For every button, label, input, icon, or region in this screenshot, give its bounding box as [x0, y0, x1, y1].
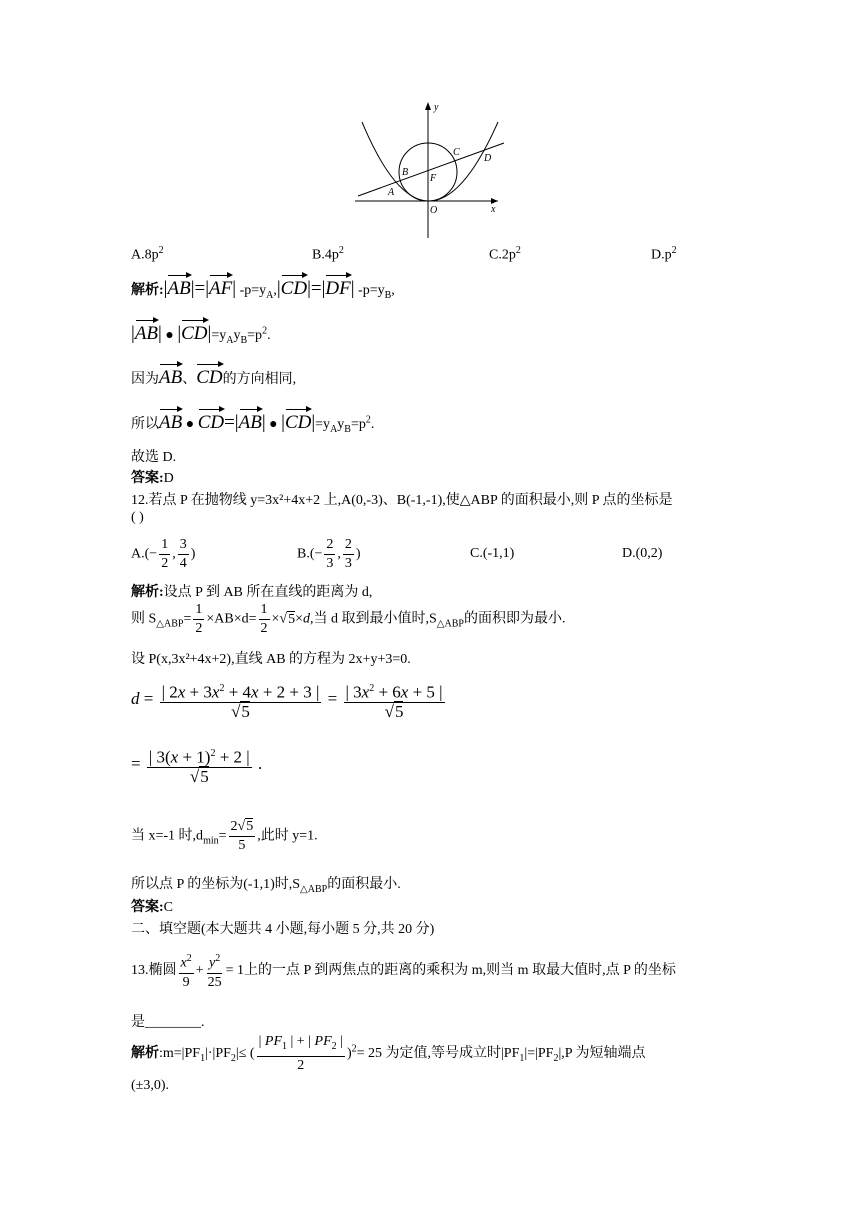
q12-stem-line2: ( ) — [131, 510, 144, 525]
y-axis-arrow — [425, 102, 431, 110]
q12-option-d: D.(0,2) — [622, 546, 663, 561]
q12-minimum-line: 当 x=-1 时$,d_{min}=$ $\frac{2√5}{5}$ ,此时 y=1. — [131, 819, 318, 853]
label-f: F — [430, 173, 437, 184]
q12-stem-line1: 12.若点 P 在抛物线 y=3x²+4x+2 上,A(0,-3)、B(-1,-1),使△ABP 的面积最小,则 P 点的坐标是 — [131, 493, 673, 508]
label-c: C — [453, 147, 460, 158]
label-y: y — [434, 102, 439, 113]
q11-option-a: $A.8p^2$ — [131, 245, 164, 263]
q11-analysis-line3: 因为AB、CD的方向相同, — [131, 361, 296, 389]
q11-option-d: $D.p^2$ — [651, 245, 677, 263]
label-x: x — [491, 204, 496, 215]
q11-conclusion: 故选 D. — [131, 450, 177, 465]
label-b: B — [402, 167, 409, 178]
q13-analysis-line1: 解析$:m=|PF_1|\cdot|PF_2|\le$ ( $\frac{| PF_1 | + | PF_2 |}{2}$ )$^2$= 25 为定值,等号成立时$|PF_1|=|PF_2|,P$ 为短轴端点 — [131, 1034, 646, 1073]
label-a: A — [388, 187, 395, 198]
parabola-curve — [362, 122, 498, 201]
q11-option-c: $C.2p^2$ — [489, 245, 521, 263]
q11-analysis-line1: 解析:|AB|=|AF| $-p=y_A,|CD|=|DF|$ $-p=y_B$, — [131, 272, 395, 301]
q12-analysis-line1: 解析:设点 P 到 AB 所在直线的距离为 d, — [131, 585, 373, 600]
q12-option-a: A.(− $\frac{1}{2}$ , $\frac{3}{4}$ ) — [131, 537, 196, 571]
q12-option-c: C.(-1,1) — [470, 546, 515, 561]
analysis-label: 解析: — [131, 283, 164, 298]
parabola-circle-figure — [350, 98, 510, 243]
q12-analysis-line3: 设 P(x,3x²+4x+2),直线 AB 的方程为 2x+y+3=0. — [131, 652, 411, 667]
section-2-heading: 二、填空题(本大题共 4 小题,每小题 5 分,共 20 分) — [131, 922, 435, 937]
q11-analysis-line4: 所以AB ● CD=|AB| ● $|CD|=y_Ay_B=p^2$. — [131, 406, 374, 435]
q13-stem-line1: 13.椭圆 $\frac{x^2}{9}$ + $\frac{y^2}{25}$ = 1上的一点 P 到两焦点的距离的乘积为 m,则当 m 取最大值时,点 P 的坐标 — [131, 950, 676, 992]
q13-stem-line2: 是________. — [131, 1015, 205, 1030]
label-d: D — [484, 153, 492, 164]
q12-option-b: B.(− $\frac{2}{3}$ , $\frac{2}{3}$ ) — [297, 537, 361, 571]
q12-conclusion: 所以点 P 的坐标为(-1,1)时$,S_{\triangle ABP}$的面积最小. — [131, 877, 401, 895]
label-o: O — [430, 205, 438, 216]
q12-distance-formula: d = $\frac{| 2x + 3x^2 + 4x + 2 + 3 |}{√5}$ = $\frac{| 3x^2 + 6x + 5 |}{√5}$ — [131, 680, 447, 721]
q12-answer: 答案:C — [131, 900, 174, 915]
q11-option-b: $B.4p^2$ — [312, 245, 344, 263]
q12-distance-simplified: = $\frac{| 3(x + 1)^2 + 2 |}{√5}$ . — [131, 745, 262, 786]
q11-answer: 答案:D — [131, 471, 174, 486]
chord-line — [358, 143, 504, 196]
q12-analysis-line2: 则 $S_{\triangle ABP}=$ $\frac{1}{2}$ ×AB×d= $\frac{1}{2}$ ×√5×d,当 d 取到最小值时$,S_{\triangle ABP}$的面积即为最小. — [131, 602, 566, 636]
q11-analysis-line2: |AB| ● $|CD|=y_Ay_B=p^2$. — [131, 317, 271, 346]
q13-analysis-line2: (±3,0). — [131, 1078, 170, 1093]
